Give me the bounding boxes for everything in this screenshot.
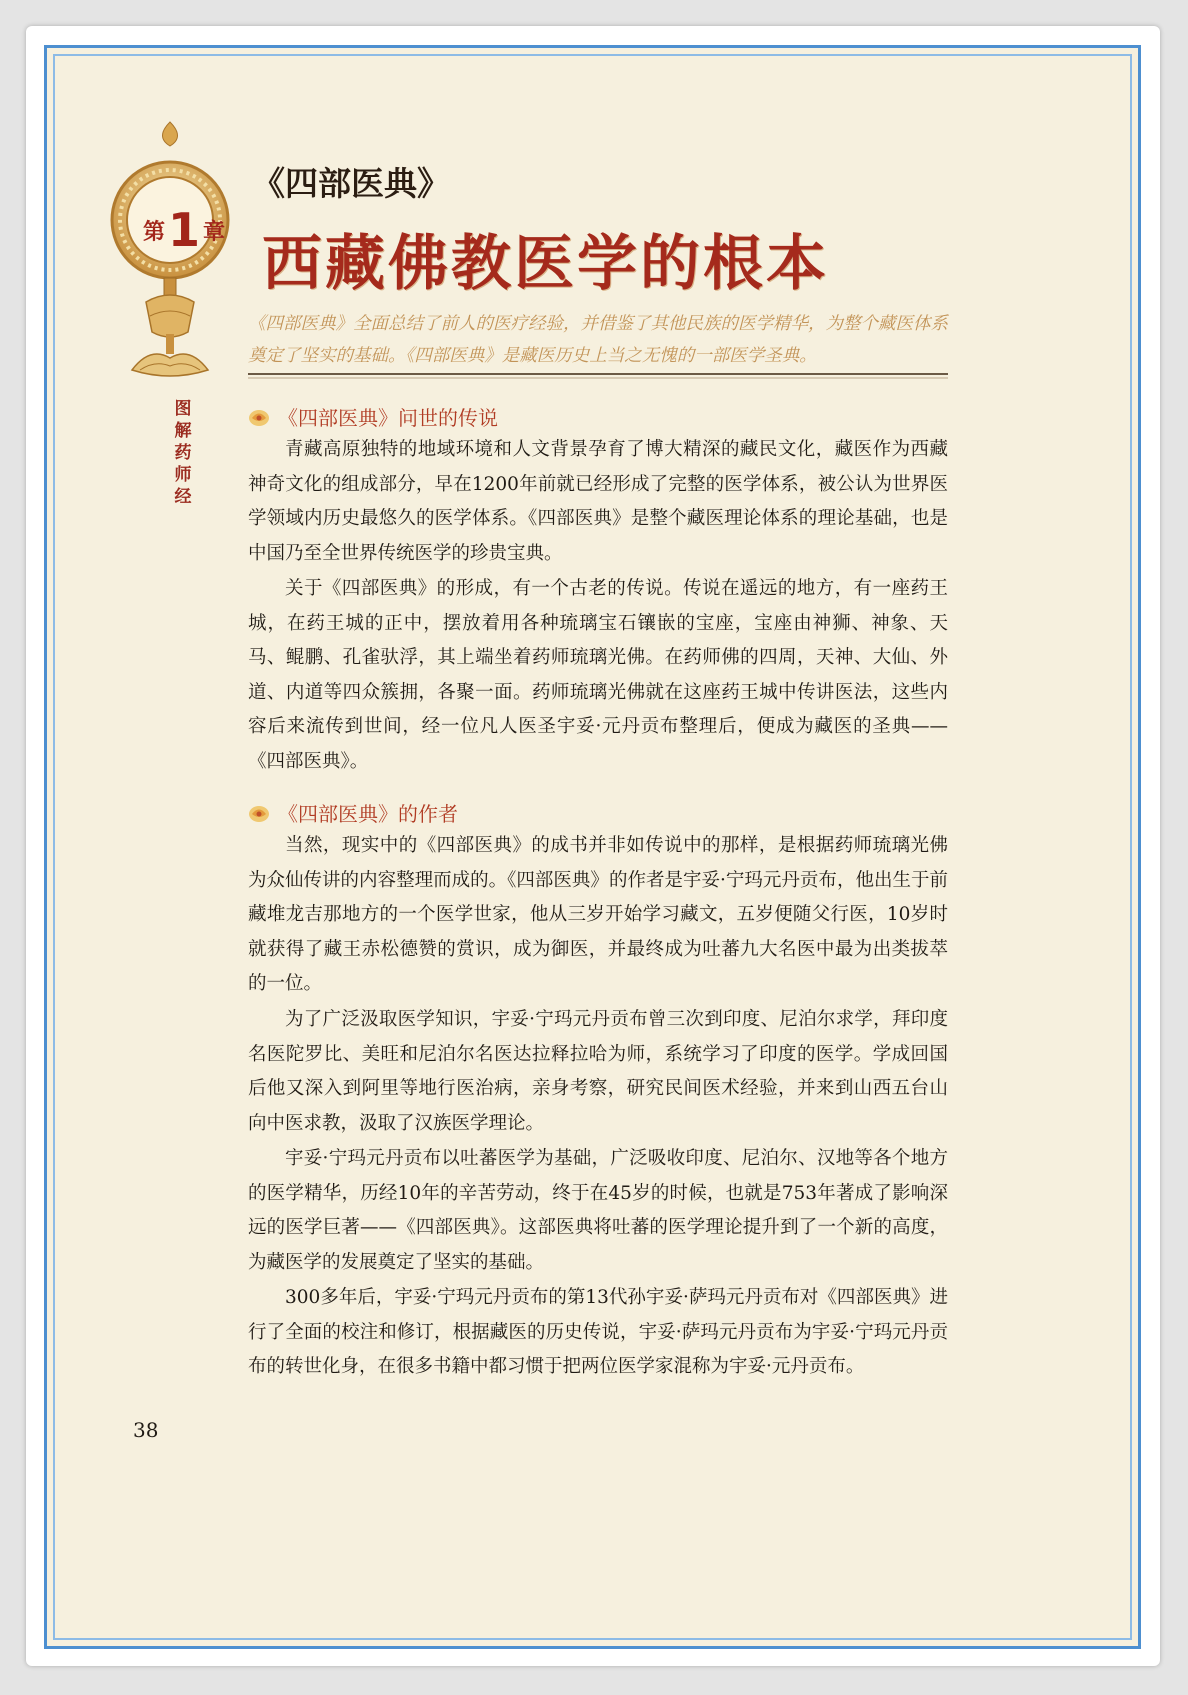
paragraph: 为了广泛汲取医学知识，宇妥·宁玛元丹贡布曾三次到印度、尼泊尔求学，拜印度名医陀罗比、美旺和尼泊尔名医达拉释拉哈为师，系统学习了印度的医学。学成回国后他又深入到阿里等地行医治病，亲身考察，研究民间医术经验，并来到山西五台山向中医求教，汲取了汉族医学理论。 bbox=[248, 1009, 948, 1134]
paragraph: 青藏高原独特的地域环境和人文背景孕育了博大精深的藏民文化，藏医作为西藏神奇文化的组成部分，早在1200年前就已经形成了完整的医学体系，被公认为世界医学领域内历史最悠久的医学体系。《四部医典》是整个藏医理论体系的理论基础，也是中国乃至全世界传统医学的珍贵宝典。 bbox=[248, 439, 948, 564]
section-heading-text: 《四部医典》的作者 bbox=[278, 802, 458, 826]
section-heading-author bbox=[248, 798, 458, 827]
chapter-label bbox=[142, 200, 226, 260]
lotus-bullet-icon bbox=[248, 803, 270, 823]
paragraph: 宇妥·宁玛元丹贡布以吐蕃医学为基础，广泛吸收印度、尼泊尔、汉地等各个地方的医学精华，历经10年的辛苦劳动，终于在45岁的时候，也就是753年著成了影响深远的医学巨著——《四部医典》。这部医典将吐蕃的医学理论提升到了一个新的高度，为藏医学的发展奠定了坚实的基础。 bbox=[248, 1148, 948, 1273]
side-title-char: 经 bbox=[174, 487, 192, 507]
section-heading-text: 《四部医典》问世的传说 bbox=[278, 406, 498, 430]
side-title-char: 解 bbox=[174, 421, 192, 441]
side-title-char: 师 bbox=[174, 465, 192, 485]
paragraph: 关于《四部医典》的形成，有一个古老的传说。传说在遥远的地方，有一座药王城，在药王城的正中，摆放着用各种琉璃宝石镶嵌的宝座，宝座由神狮、神象、天马、鲲鹏、孔雀驮浮，其上端坐着药师琉璃光佛。在药师佛的四周，天神、大仙、外道、内道等四众簇拥，各聚一面。药师琉璃光佛就在这座药王城中传讲医法，这些内容后来流传到世间，经一位凡人医圣宇妥·元丹贡布整理后，便成为藏医的圣典——《四部医典》。 bbox=[248, 578, 948, 772]
lotus-bullet-icon bbox=[248, 407, 270, 427]
chapter-number: 1 bbox=[167, 203, 200, 257]
paragraph: 当然，现实中的《四部医典》的成书并非如传说中的那样，是根据药师琉璃光佛为众仙传讲的内容整理而成的。《四部医典》的作者是宇妥·宁玛元丹贡布，他出生于前藏堆龙吉那地方的一个医学世家，他从三岁开始学习藏文，五岁便随父行医，10岁时就获得了藏王赤松德赞的赏识，成为御医，并最终成为吐蕃九大名医中最为出类拔萃的一位。 bbox=[248, 835, 948, 995]
paragraph: 300多年后，宇妥·宁玛元丹贡布的第13代孙宇妥·萨玛元丹贡布对《四部医典》进行了全面的校注和修订，根据藏医的历史传说，宇妥·萨玛元丹贡布为宇妥·宁玛元丹贡布的转世化身，在很多书籍中都习惯于把两位医学家混称为宇妥·元丹贡布。 bbox=[248, 1287, 948, 1378]
section-heading-legend bbox=[248, 402, 498, 431]
chapter-suffix: 章 bbox=[203, 218, 226, 245]
side-title-char: 药 bbox=[174, 443, 192, 463]
chapter-emblem-icon bbox=[110, 120, 230, 410]
chapter-subtitle: 《四部医典》 bbox=[252, 164, 450, 203]
chapter-title: 西藏佛教医学的根本 bbox=[262, 229, 829, 299]
page-number: 38 bbox=[133, 1418, 159, 1442]
book-side-title bbox=[168, 398, 198, 508]
chapter-intro: 《四部医典》全面总结了前人的医疗经验，并借鉴了其他民族的医学精华，为整个藏医体系奠定了坚实的基础。《四部医典》是藏医历史上当之无愧的一部医学圣典。 bbox=[248, 314, 948, 366]
intro-divider bbox=[248, 372, 948, 380]
side-title-char: 图 bbox=[174, 399, 192, 419]
chapter-prefix: 第 bbox=[142, 218, 165, 245]
